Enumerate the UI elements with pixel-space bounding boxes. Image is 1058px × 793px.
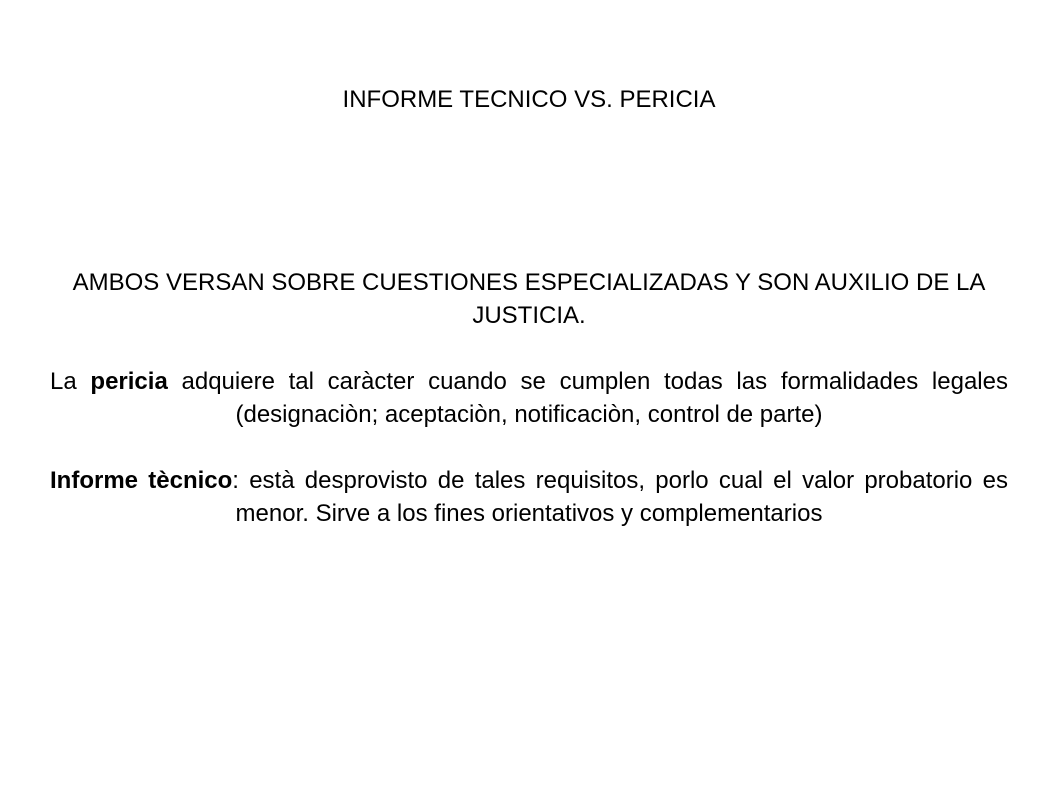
slide-title: INFORME TECNICO VS. PERICIA <box>342 86 716 113</box>
slide-body <box>50 266 1008 530</box>
pericia-prefix: La <box>50 368 91 395</box>
paragraph-ambos: AMBOS VERSAN SOBRE CUESTIONES ESPECIALIZADAS Y SON AUXILIO DE LA JUSTICIA. <box>72 269 986 329</box>
informe-tecnico-term: Informe tècnico <box>50 467 233 494</box>
informe-tecnico-description: : està desprovisto de tales requisitos, porlo cual el valor probatorio es menor. Sirve a los fines orientativos y complementarios <box>232 467 1008 527</box>
pericia-term: pericia <box>90 368 168 395</box>
paragraph-informe-tecnico <box>50 464 1008 530</box>
paragraph-pericia <box>50 365 1008 431</box>
pericia-description: adquiere tal caràcter cuando se cumplen todas las formalidades legales (designaciòn; aceptaciòn, notificaciòn, control de parte) <box>167 368 1008 428</box>
